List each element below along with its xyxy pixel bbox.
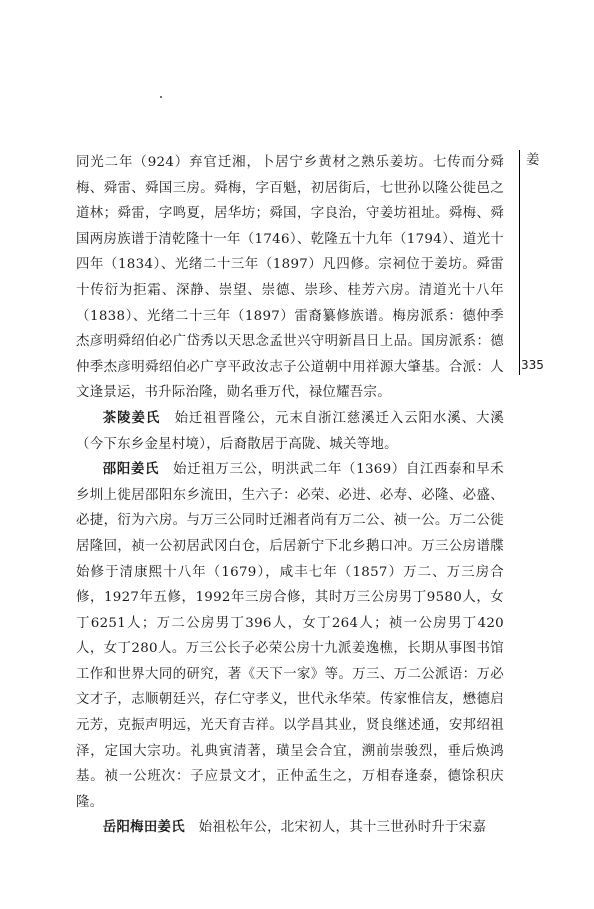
running-header: 姜	[526, 152, 540, 168]
paragraph-shaoyang	[76, 457, 504, 815]
paragraph-ningxiang-continued: 同光二年（924）弃官迁湘，卜居宁乡黄材之熟乐姜坊。七传而分舜梅、舜雷、舜国三房。舜梅，字百魁，初居街后，七世孙以隆公徙邑之道林；舜雷，字鸣夏，居华坊；舜国，字良治，守姜坊祖址。舜梅、舜国两房族谱于清乾隆十一年（1746）、乾隆五十九年（1794）、道光十四年（1834）、光绪二十三年（1897）凡四修。宗祠位于姜坊。舜雷十传衍为拒霜、深静、崇望、崇德、崇珍、桂芳六房。清道光十八年（1838）、光绪二十三年（1897）雷裔纂修族谱。梅房派系：德仲季杰彦明舜绍伯必广岱秀以天思念孟世兴守明新昌日上品。国房派系：德仲季杰彦明舜绍伯必广亨平政汝志子公道朝中用祥源大肇基。合派：人文逢景运，书升际治隆，勋名垂万代，禄位耀吾宗。	[76, 155, 504, 401]
section-heading: 茶陵姜氏	[102, 409, 161, 426]
margin-rule	[519, 150, 520, 375]
paragraph-chaling	[76, 406, 504, 457]
paragraph-text: 始迁祖晋隆公，元末自浙江慈溪迁入云阳水溪、大溪（今下东乡金星村境），后裔散居于高陇、城关等地。	[76, 410, 505, 452]
scan-speck	[160, 96, 162, 98]
section-heading: 岳阳梅田姜氏	[102, 819, 185, 836]
page-number: 335	[521, 358, 544, 372]
paragraph-text: 始祖松年公，北宋初人，其十三世孙时升于宋嘉	[184, 820, 487, 836]
page-body	[76, 150, 504, 841]
paragraph-text: 始迁祖万三公，明洪武二年（1369）自江西泰和早禾乡圳上徙居邵阳东乡流田，生六子：必荣、必进、必寿、必隆、必盛、必捷，衍为六房。与万三公同时迁湘者尚有万二公、祯一公。万二公徙居隆回，祯一公初居武冈白仓，后居新宁下北乡鹅口冲。万三公房谱牒始修于清康熙十八年（1679），咸丰七年（1857）万二、万三房合修，1927年五修，1992年三房合修，其时万三公房男丁9580人，女丁6251人；万二公房男丁396人，女丁264人；祯一公房男丁420人，女丁280人。万三公长子必荣公房十九派姜逸樵，长期从事图书馆工作和世界大同的研究，著《天下一家》等。万三、万二公派语：万必文才子，志顺朝廷兴，存仁守孝义，世代永华荣。传家惟信友，懋德启元芳，克振声明远，光天育吉祥。以学昌其业，贤良继述通，安邦绍祖泽，定国大宗功。礼典寅清著，璜呈会合宜，溯前崇骏烈，垂后焕鸿基。祯一公班次：子应景文才，正仲孟生之，万相春逢泰，德馀积庆隆。	[76, 462, 504, 810]
paragraph-yueyang	[76, 815, 504, 841]
section-heading: 邵阳姜氏	[102, 461, 160, 478]
